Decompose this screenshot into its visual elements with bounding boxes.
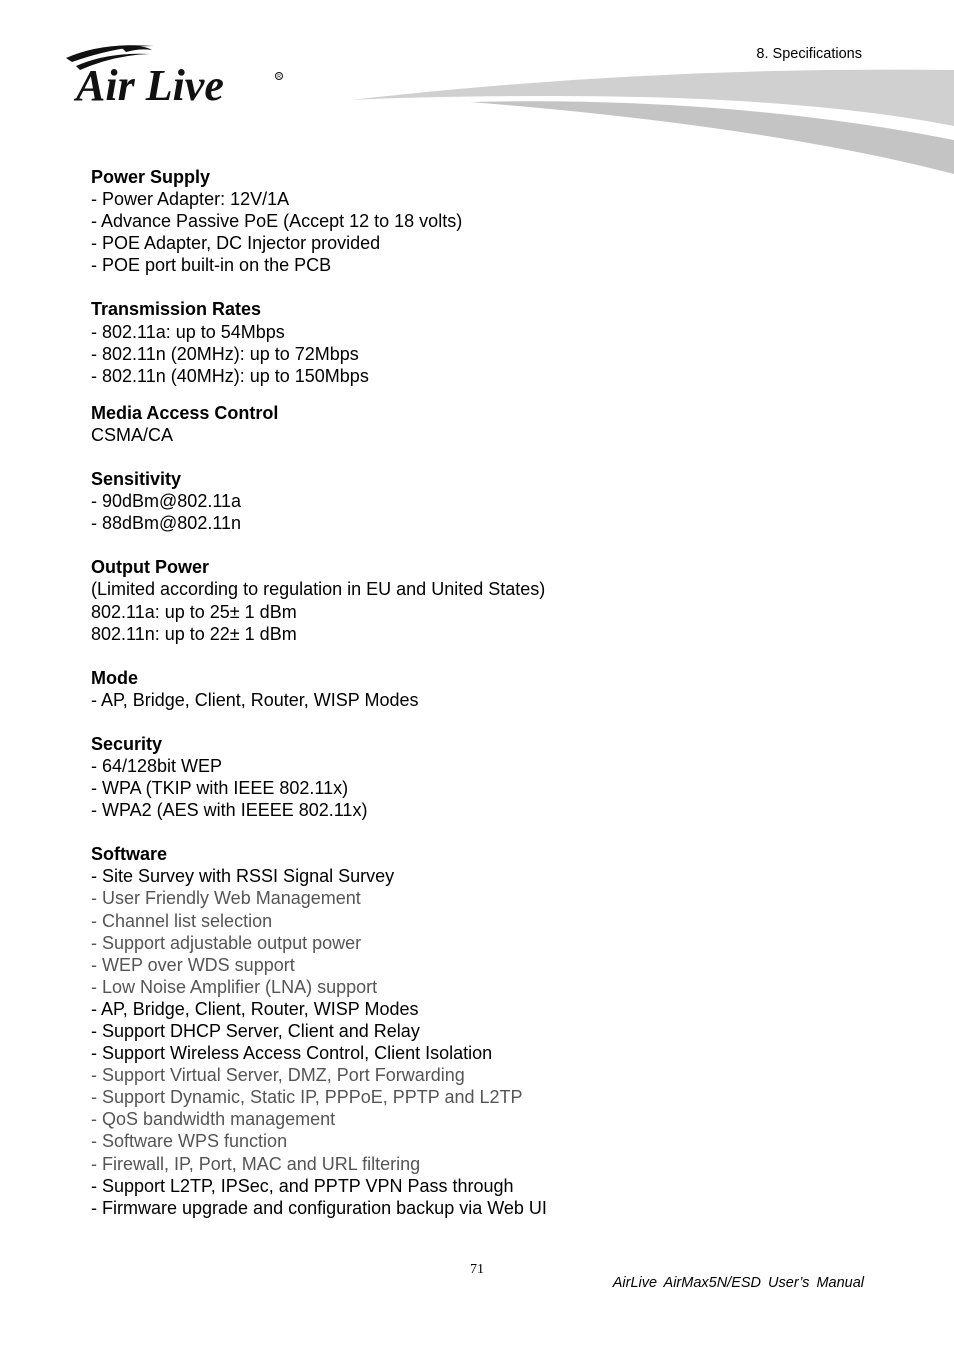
spec-line: - 802.11a: up to 54Mbps <box>91 321 285 342</box>
section-heading: Transmission Rates <box>91 299 262 320</box>
spec-line: - AP, Bridge, Client, Router, WISP Modes <box>91 689 419 710</box>
section-heading: Media Access Control <box>91 402 279 423</box>
section-heading: Output Power <box>91 557 209 578</box>
spec-line: - 64/128bit WEP <box>91 755 223 776</box>
spec-line: - User Friendly Web Management <box>91 888 361 909</box>
section-label: 8. Specifications <box>756 46 862 62</box>
section-heading: Security <box>91 733 163 754</box>
spec-line: - 802.11n (20MHz): up to 72Mbps <box>91 343 359 364</box>
section-heading: Mode <box>91 667 138 688</box>
airlive-logo <box>62 40 292 110</box>
spec-line: - WPA2 (AES with IEEEE 802.11x) <box>91 800 368 821</box>
spec-line: - 90dBm@802.11a <box>91 491 242 512</box>
spec-line: - WEP over WDS support <box>91 954 295 975</box>
spec-line: - POE port built-in on the PCB <box>91 255 332 276</box>
spec-line: - Channel list selection <box>91 910 273 931</box>
section-media-access-control <box>91 402 891 446</box>
manual-title: AirLive AirMax5N/ESD User’s Manual <box>612 1275 864 1291</box>
spec-line: (Limited according to regulation in EU and United States) <box>91 579 546 600</box>
spec-line: - Site Survey with RSSI Signal Survey <box>91 866 395 887</box>
spec-line: 802.11n: up to 22± 1 dBm <box>91 623 297 644</box>
spec-line: - Advance Passive PoE (Accept 12 to 18 volts) <box>91 211 463 232</box>
spec-line: CSMA/CA <box>91 424 174 445</box>
spec-line: - Low Noise Amplifier (LNA) support <box>91 976 378 997</box>
spec-line: - 88dBm@802.11n <box>91 513 242 534</box>
spec-line: - Support L2TP, IPSec, and PPTP VPN Pass through <box>91 1175 514 1196</box>
header-swoosh-decoration <box>350 66 954 176</box>
spec-line: - Support Virtual Server, DMZ, Port Forwarding <box>91 1065 465 1086</box>
svg-text:R: R <box>277 74 281 80</box>
spec-line: 802.11a: up to 25± 1 dBm <box>91 601 297 622</box>
spec-line: - Support Dynamic, Static IP, PPPoE, PPTP and L2TP <box>91 1087 523 1108</box>
section-heading: Sensitivity <box>91 469 182 490</box>
spec-line: - Support DHCP Server, Client and Relay <box>91 1021 420 1041</box>
section-security <box>91 733 891 821</box>
section-software <box>91 843 891 1219</box>
spec-line: - WPA (TKIP with IEEE 802.11x) <box>91 778 349 799</box>
section-power-supply <box>91 166 891 276</box>
spec-line: - Firewall, IP, Port, MAC and URL filtering <box>91 1153 421 1174</box>
section-heading: Power Supply <box>91 167 211 187</box>
spec-line: - QoS bandwidth management <box>91 1109 336 1130</box>
spec-line: - Software WPS function <box>91 1131 288 1152</box>
spec-line: - Power Adapter: 12V/1A <box>91 189 290 210</box>
spec-line: - POE Adapter, DC Injector provided <box>91 233 381 254</box>
section-output-power <box>91 556 891 644</box>
specifications-content <box>91 166 891 1241</box>
spec-line: - Support Wireless Access Control, Client Isolation <box>91 1043 493 1064</box>
section-transmission-rates <box>91 298 891 386</box>
section-sensitivity <box>91 468 891 534</box>
spec-line: - Firmware upgrade and configuration backup via Web UI <box>91 1197 547 1218</box>
section-heading: Software <box>91 844 168 865</box>
logo-wordmark: Air Live <box>76 61 224 110</box>
page-number: 71 <box>470 1262 484 1277</box>
spec-line: - 802.11n (40MHz): up to 150Mbps <box>91 365 369 386</box>
spec-line: - AP, Bridge, Client, Router, WISP Modes <box>91 998 419 1019</box>
spec-line: - Support adjustable output power <box>91 932 362 953</box>
section-mode <box>91 667 891 711</box>
